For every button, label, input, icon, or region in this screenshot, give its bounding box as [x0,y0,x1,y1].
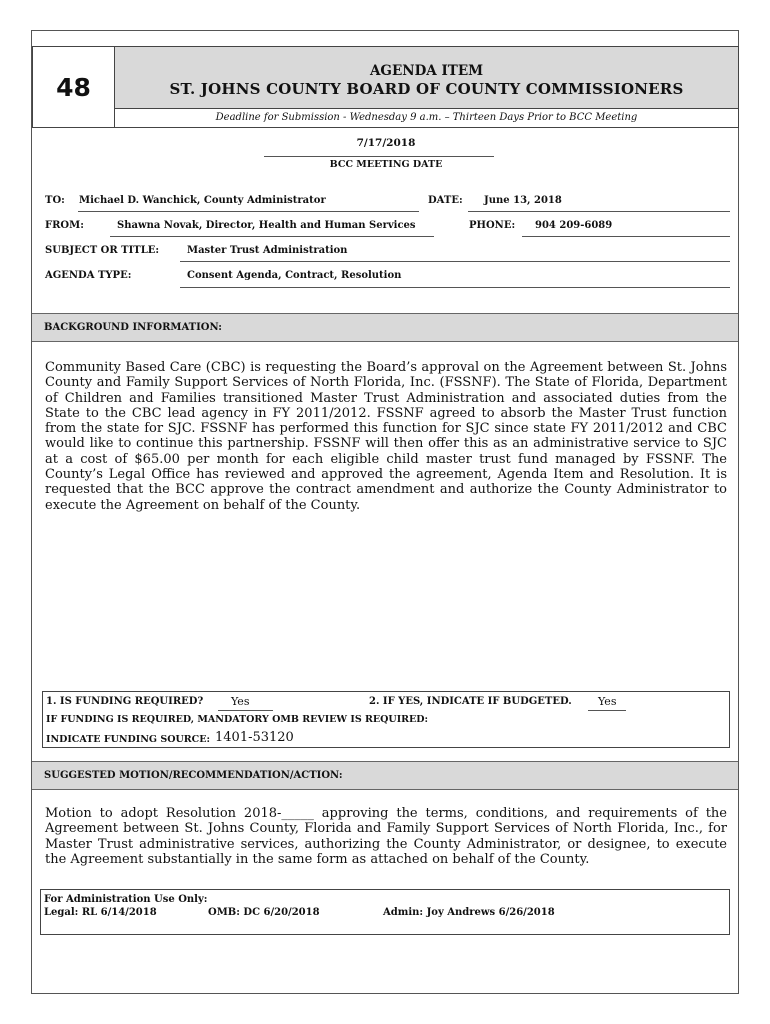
budgeted-value: Yes [598,695,617,708]
agenda-type-value: Consent Agenda, Contract, Resolution [187,270,402,281]
omb-approval: OMB: DC 6/20/2018 [208,907,320,918]
legal-approval: Legal: RL 6/14/2018 [44,907,157,918]
submission-deadline: Deadline for Submission - Wednesday 9 a.m. – Thirteen Days Prior to BCC Meeting [215,112,638,123]
subject-label: SUBJECT OR TITLE: [45,245,160,256]
from-value: Shawna Novak, Director, Health and Human Services [117,220,416,231]
agenda-item-page [31,30,739,994]
date-underline [468,211,730,212]
from-underline [110,236,434,237]
agenda-type-label: AGENDA TYPE: [45,270,132,281]
item-number: 48 [33,47,115,127]
funding-required-underline [218,710,273,711]
header-title-line2: ST. JOHNS COUNTY BOARD OF COUNTY COMMISSIONERS [169,80,684,98]
date-value: June 13, 2018 [484,195,562,206]
header-title-area [115,47,738,109]
header-title-line1: AGENDA ITEM [369,63,484,79]
meeting-date-label: BCC MEETING DATE [329,159,443,170]
omb-review-note: IF FUNDING IS REQUIRED, MANDATORY OMB REVIEW IS REQUIRED: [46,714,429,725]
funding-required-label: 1. IS FUNDING REQUIRED? [46,696,204,707]
budgeted-underline [588,710,626,711]
from-label: FROM: [45,220,84,231]
background-heading: BACKGROUND INFORMATION: [32,313,738,342]
date-label: DATE: [428,195,463,206]
motion-text: Motion to adopt Resolution 2018-_____ approving the terms, conditions, and requirements of the Agreement between St. Johns County, Florida and Family Support Services of North Florida, Inc., for Master Trust administrative services, authorizing the County Administrator, or designee, to execute the Agreement substantially in the same form as attached on behalf of the County. [45,806,727,867]
meeting-date-underline [264,156,494,157]
to-label: TO: [45,195,65,206]
funding-box [42,691,730,748]
agenda-type-underline [180,287,730,288]
phone-label: PHONE: [469,220,516,231]
funding-source-value: 1401-53120 [215,730,294,745]
header-box [32,46,739,128]
phone-underline [522,236,730,237]
meeting-date: 7/17/2018 [356,137,416,149]
to-value: Michael D. Wanchick, County Administrator [79,195,326,206]
subject-underline [180,261,730,262]
admin-use-heading: For Administration Use Only: [44,894,208,905]
to-underline [78,211,419,212]
background-text: Community Based Care (CBC) is requesting the Board’s approval on the Agreement between St. Johns County and Family Support Services of North Florida, Inc. (FSSNF). The State of Florida, Department of Children and Families transitioned Master Trust Administration and associated duties from the State to the CBC lead agency in FY 2011/2012. FSSNF agreed to absorb the Master Trust function from the state for SJC. FSSNF has performed this function for SJC since state FY 2011/2012 and CBC would like to continue this partnership. FSSNF will then offer this as an administrative service to SJC at a cost of $65.00 per month for each eligible child master trust fund managed by FSSNF. The County’s Legal Office has reviewed and approved the agreement, Agenda Item and Resolution. It is requested that the BCC approve the contract amendment and authorize the County Administrator to execute the Agreement on behalf of the County. [45,360,727,513]
admin-approval: Admin: Joy Andrews 6/26/2018 [383,907,555,918]
admin-use-box [40,889,730,935]
budgeted-label: 2. IF YES, INDICATE IF BUDGETED. [369,696,572,707]
funding-source-label: INDICATE FUNDING SOURCE: [46,734,210,745]
funding-required-value: Yes [231,695,250,708]
motion-heading: SUGGESTED MOTION/RECOMMENDATION/ACTION: [32,761,738,790]
subject-value: Master Trust Administration [187,245,348,256]
phone-value: 904 209-6089 [535,220,613,231]
